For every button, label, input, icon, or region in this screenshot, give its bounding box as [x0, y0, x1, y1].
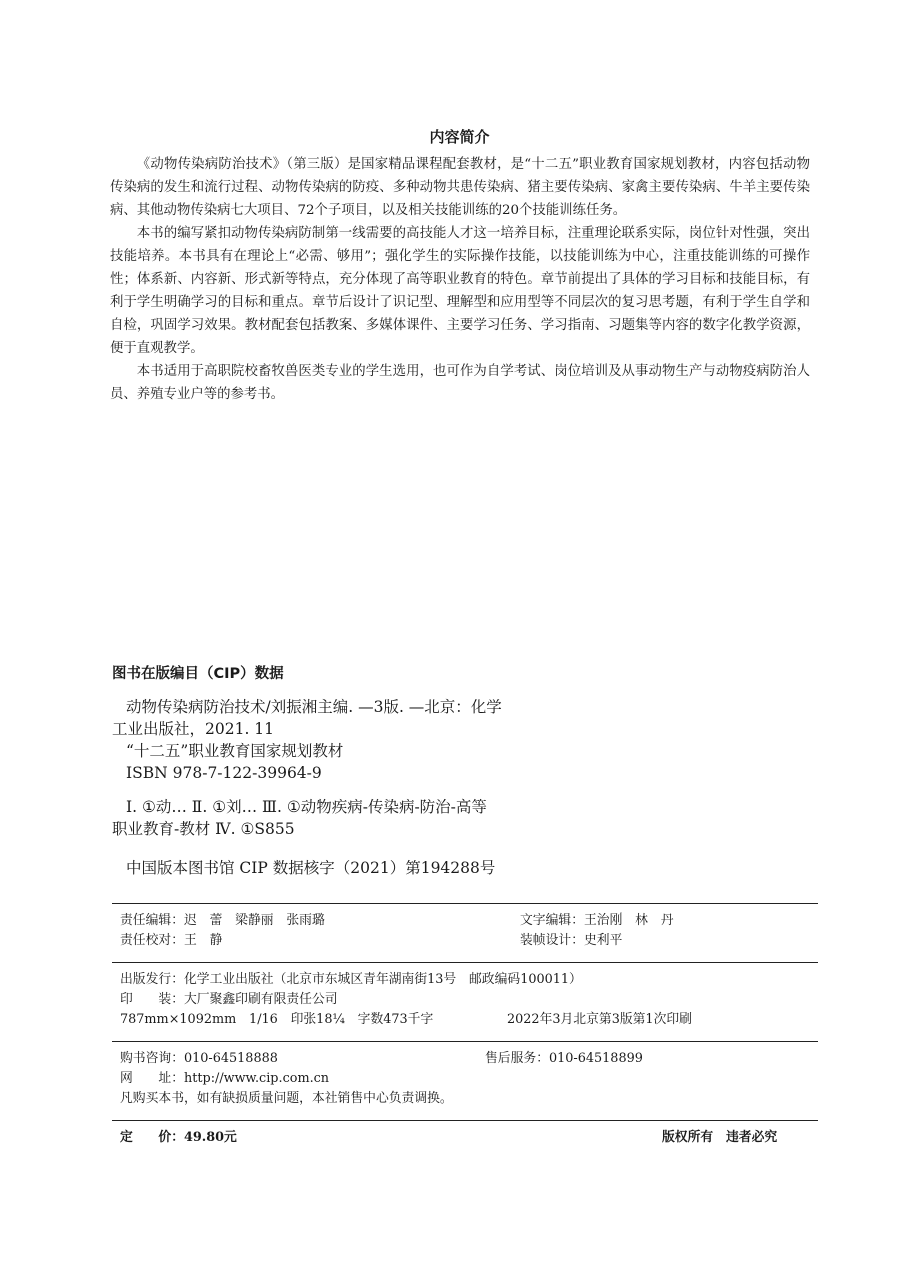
intro-paragraph: 本书的编写紧扣动物传染病防制第一线需要的高技能人才这一培养目标，注重理论联系实际，岗位针对性强，突出技能培养。本书具有在理论上“必需、够用”；强化学生的实际操作技能，以技能训练为中心，注重技能训练的可操作性；体系新、内容新、形式新等特点，充分体现了高等职业教育的特色。章节前提出了具体的学习目标和技能目标，有利于学生明确学习的目标和重点。章节后设计了识记型、理解型和应用型等不同层次的复习思考题，有利于学生自学和自检，巩固学习效果。教材配套包括教案、多媒体课件、主要学习任务、学习指南、习题集等内容的数字化教学资源，便于直观教学。	[110, 226, 810, 356]
proofreader: 责任校对：王 静	[120, 933, 223, 948]
cip-line: 职业教育-教材 Ⅳ. ①S855	[112, 820, 295, 838]
divider	[112, 1120, 818, 1121]
website: 网 址：http://www.cip.com.cn	[120, 1071, 330, 1086]
cip-block-main	[112, 696, 586, 784]
divider	[112, 962, 818, 963]
copyright-notice: 版权所有 违者必究	[662, 1130, 778, 1145]
cip-block-classification	[112, 796, 586, 840]
printer: 印 装：大厂聚鑫印刷有限责任公司	[120, 992, 338, 1007]
divider	[112, 1041, 818, 1042]
purchase-hotline: 购书咨询：010-64518888	[120, 1051, 278, 1066]
text-editor: 文字编辑：王治刚 林 丹	[520, 913, 674, 928]
cip-line: Ⅰ. ①动… Ⅱ. ①刘… Ⅲ. ①动物疾病-传染病-防治-高等	[126, 798, 487, 816]
edition-info: 2022年3月北京第3版第1次印刷	[507, 1012, 692, 1027]
replacement-notice: 凡购买本书，如有缺损质量问题，本社销售中心负责调换。	[120, 1091, 453, 1106]
intro-paragraph: 本书适用于高职院校畜牧兽医类专业的学生选用，也可作为自学考试、岗位培训及从事动物生产与动物疫病防治人员、养殖专业户等的参考书。	[110, 364, 810, 402]
intro-body	[110, 153, 810, 406]
publisher: 出版发行：化学工业出版社（北京市东城区青年湖南街13号 邮政编码100011）	[120, 972, 582, 987]
cip-line: ISBN 978-7-122-39964-9	[126, 764, 322, 782]
cip-line: “十二五”职业教育国家规划教材	[126, 742, 344, 760]
divider	[112, 903, 818, 904]
responsible-editor: 责任编辑：迟 蕾 梁静丽 张雨璐	[120, 913, 325, 928]
intro-title: 内容简介	[429, 128, 490, 146]
cip-number: 中国版本图书馆 CIP 数据核字（2021）第194288号	[126, 859, 496, 877]
price: 定 价：49.80元	[120, 1130, 237, 1145]
cover-designer: 装帧设计：史利平	[520, 933, 623, 948]
print-spec: 787mm×1092mm 1/16 印张18¼ 字数473千字	[120, 1012, 434, 1027]
intro-paragraph: 《动物传染病防治技术》（第三版）是国家精品课程配套教材，是“十二五”职业教育国家规划教材，内容包括动物传染病的发生和流行过程、动物传染病的防疫、多种动物共患传染病、猪主要传染病、家禽主要传染病、牛羊主要传染病、其他动物传染病七大项目、72个子项目，以及相关技能训练的20个技能训练任务。	[110, 157, 810, 218]
cip-line: 工业出版社，2021. 11	[112, 720, 275, 738]
cip-line: 动物传染病防治技术/刘振湘主编. —3版. —北京：化学	[126, 698, 502, 716]
cip-heading: 图书在版编目（CIP）数据	[112, 666, 284, 682]
service-hotline: 售后服务：010-64518899	[485, 1051, 643, 1066]
